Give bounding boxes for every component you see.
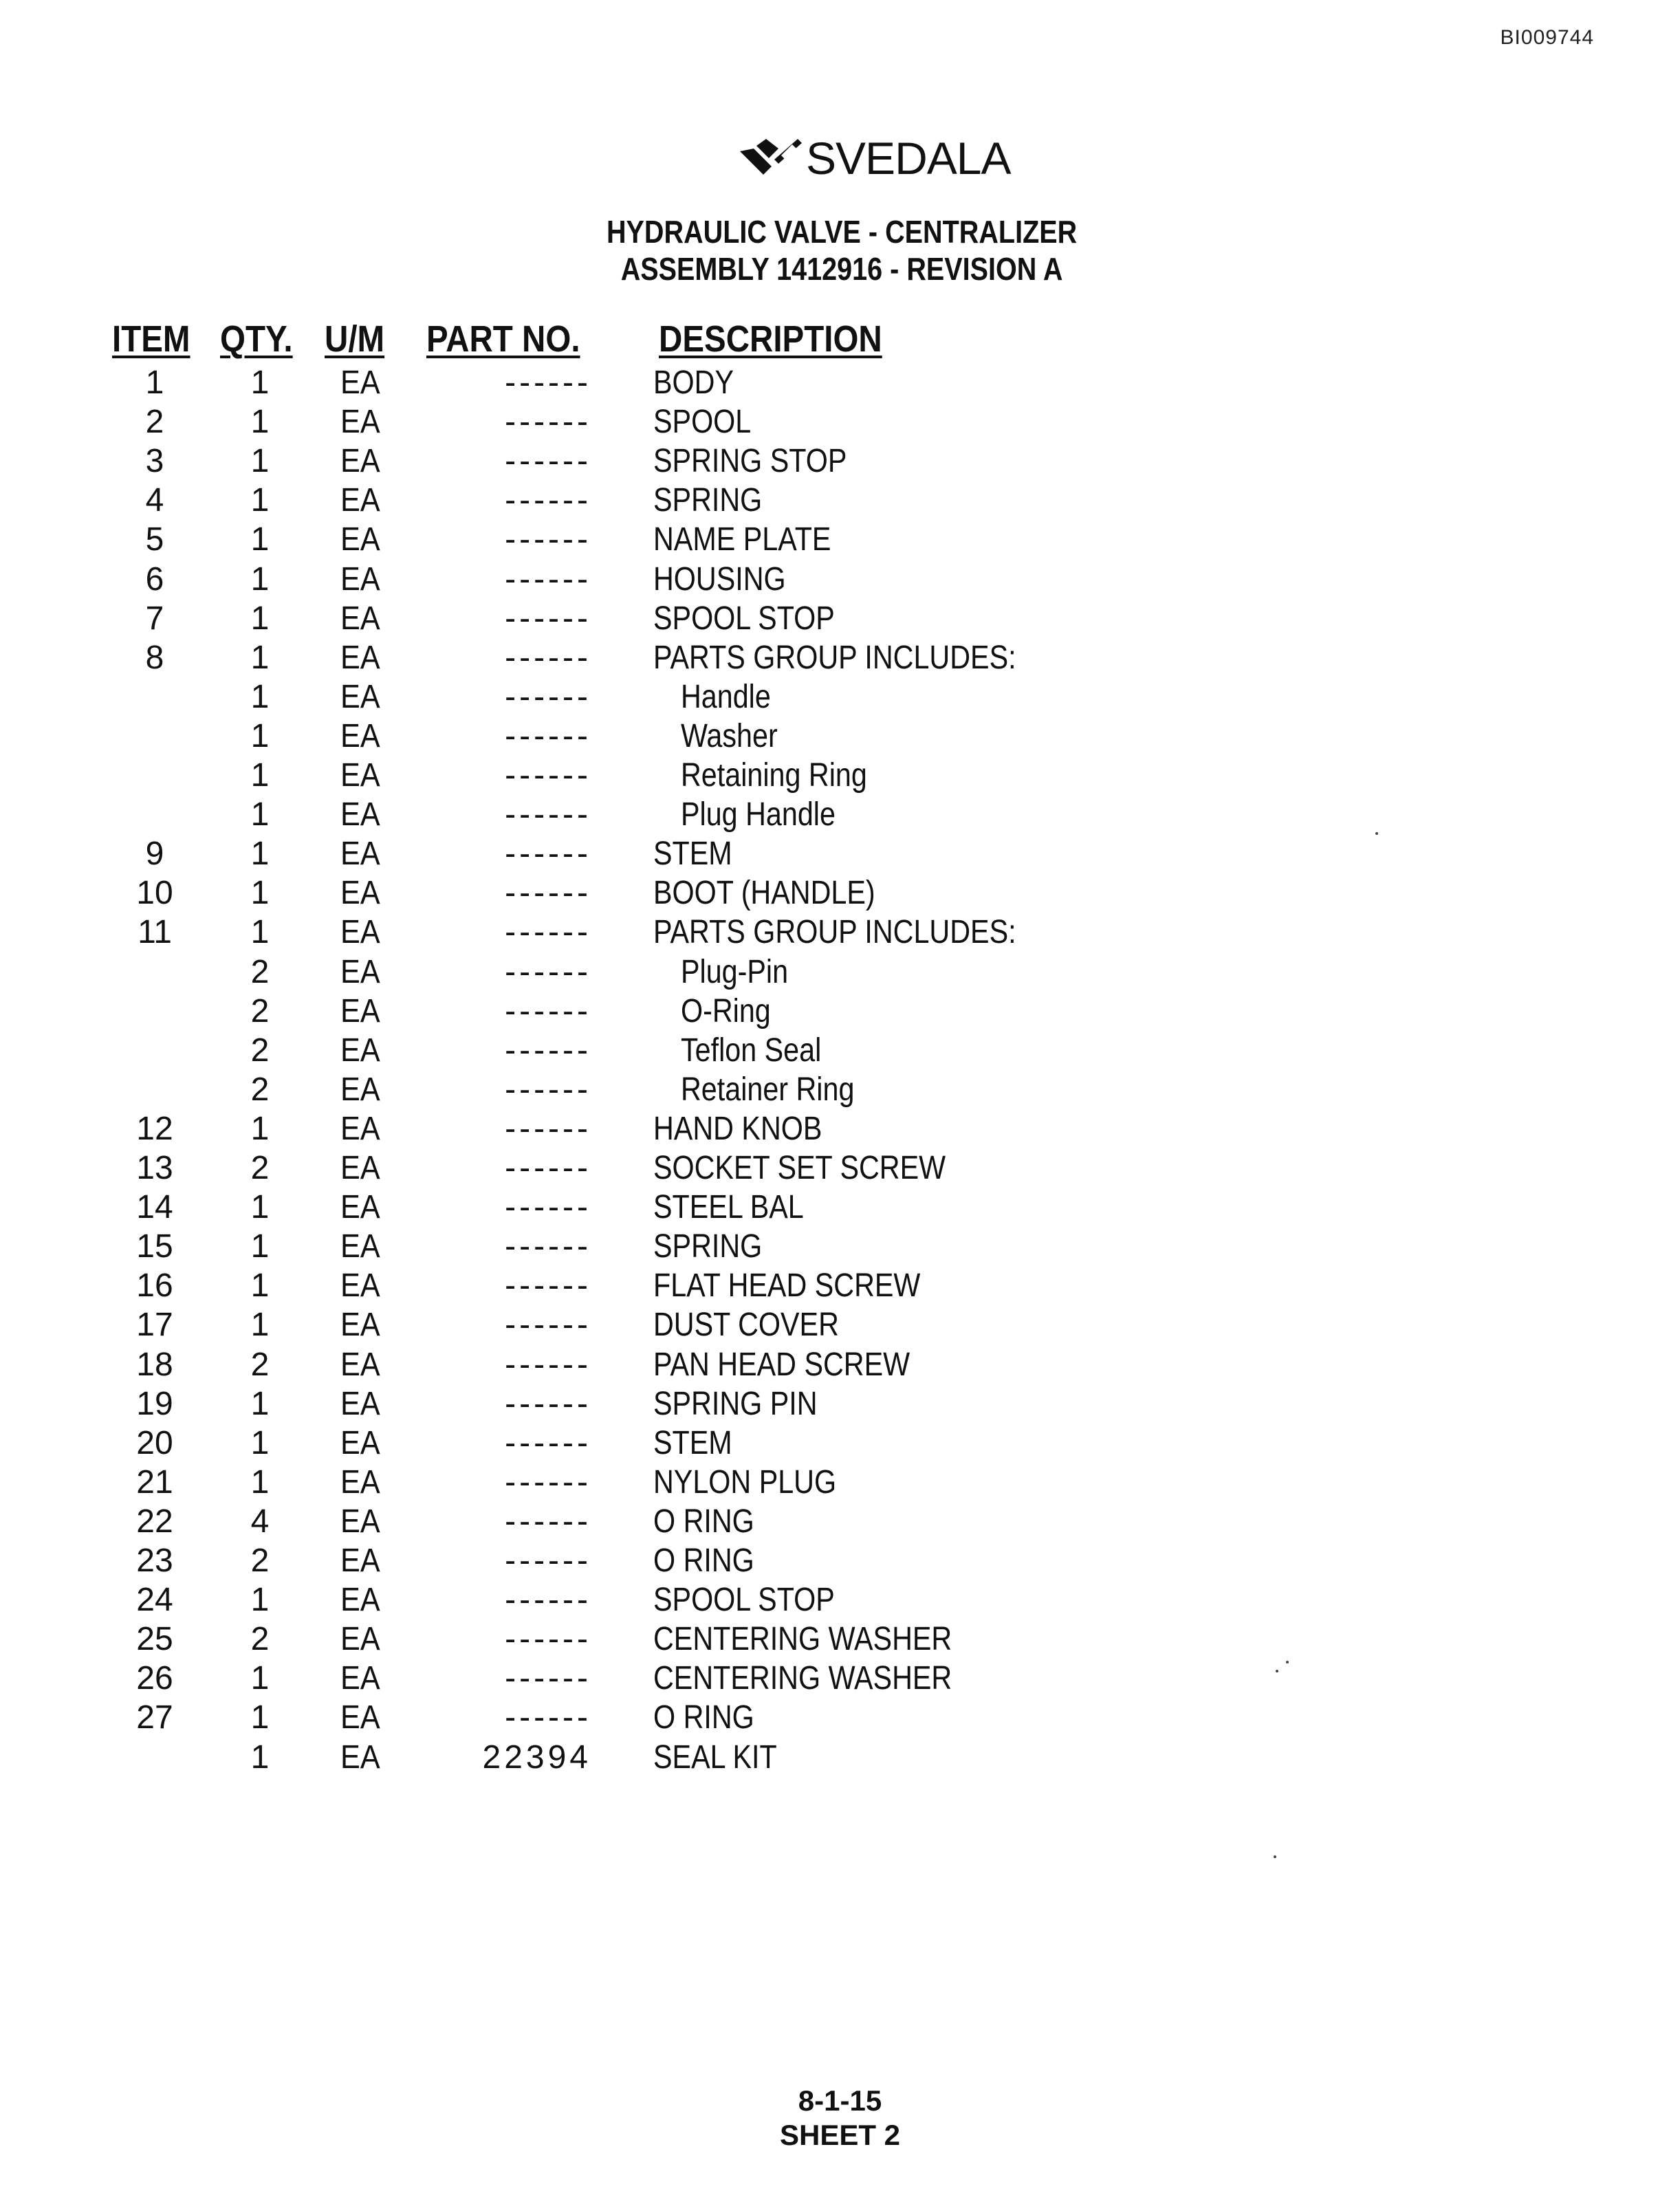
cell-um: EA <box>340 1307 380 1344</box>
cell-qty: 1 <box>250 1189 270 1226</box>
cell-part-no: ------ <box>505 364 591 401</box>
table-row <box>0 520 1680 559</box>
cell-item: 16 <box>136 1267 173 1305</box>
cell-part-no: 22394 <box>482 1738 591 1776</box>
cell-item: 11 <box>138 914 172 951</box>
table-row <box>0 913 1680 952</box>
table-row <box>0 1384 1680 1424</box>
cell-part-no: ------ <box>505 914 591 951</box>
cell-item: 25 <box>136 1621 173 1658</box>
cell-part-no: ------ <box>505 560 591 598</box>
cell-um: EA <box>340 600 380 637</box>
table-row <box>0 1659 1680 1698</box>
cell-part-no: ------ <box>505 1346 591 1383</box>
cell-part-no: ------ <box>505 992 591 1029</box>
table-row <box>0 1188 1680 1227</box>
table-row <box>0 1345 1680 1384</box>
cell-um: EA <box>340 914 380 951</box>
cell-qty: 1 <box>250 600 270 637</box>
cell-um: EA <box>340 560 380 598</box>
table-row <box>0 1266 1680 1305</box>
table-row <box>0 756 1680 795</box>
cell-description: NYLON PLUG <box>653 1463 837 1501</box>
cell-description: FLAT HEAD SCREW <box>653 1267 921 1305</box>
cell-description: CENTERING WASHER <box>653 1660 952 1697</box>
cell-description: SPOOL <box>653 404 752 441</box>
cell-qty: 1 <box>250 796 270 833</box>
document-title <box>120 213 1564 287</box>
cell-description: Plug-Pin <box>681 953 789 990</box>
cell-part-no: ------ <box>505 1150 591 1186</box>
table-row <box>0 1541 1680 1580</box>
cell-part-no: ------ <box>505 600 591 637</box>
cell-um: EA <box>340 1424 380 1461</box>
cell-qty: 1 <box>250 404 270 441</box>
cell-part-no: ------ <box>505 1699 591 1736</box>
cell-description: SPRING STOP <box>653 443 847 480</box>
cell-part-no: ------ <box>505 953 591 990</box>
cell-um: EA <box>340 1110 380 1147</box>
table-row <box>0 1070 1680 1109</box>
company-logo <box>736 131 1011 186</box>
cell-part-no: ------ <box>505 1582 591 1619</box>
sheet-number: SHEET 2 <box>779 2119 901 2151</box>
cell-um: EA <box>340 678 380 715</box>
scan-speck <box>1375 832 1378 835</box>
cell-description: O RING <box>653 1699 754 1736</box>
table-row <box>0 1502 1680 1541</box>
cell-qty: 2 <box>250 1071 270 1108</box>
cell-qty: 2 <box>250 1346 270 1383</box>
cell-qty: 1 <box>250 364 270 401</box>
cell-um: EA <box>340 1543 380 1579</box>
cell-part-no: ------ <box>505 1189 591 1226</box>
page-number: 8-1-15 <box>798 2084 882 2117</box>
table-row <box>0 952 1680 992</box>
cell-description: BOOT (HANDLE) <box>653 875 875 912</box>
cell-item: 17 <box>136 1307 173 1344</box>
cell-part-no: ------ <box>505 1385 591 1422</box>
cell-um: EA <box>340 796 380 833</box>
cell-item: 10 <box>136 875 173 912</box>
cell-qty: 1 <box>250 836 270 873</box>
cell-part-no: ------ <box>505 443 591 480</box>
table-row <box>0 873 1680 913</box>
table-row <box>0 717 1680 756</box>
cell-description: Teflon Seal <box>681 1032 822 1069</box>
cell-qty: 1 <box>250 521 270 558</box>
header-part-no: PART NO. <box>426 318 580 360</box>
cell-part-no: ------ <box>505 482 591 519</box>
cell-description: SPRING <box>653 1228 763 1265</box>
cell-description: HAND KNOB <box>653 1110 822 1147</box>
cell-qty: 1 <box>250 875 270 912</box>
document-id: BI009744 <box>1500 26 1594 49</box>
cell-part-no: ------ <box>505 404 591 441</box>
cell-description: PARTS GROUP INCLUDES: <box>653 914 1016 951</box>
logo-wordmark: SVEDALA <box>806 133 1011 184</box>
cell-description: PAN HEAD SCREW <box>653 1346 910 1383</box>
cell-qty: 1 <box>250 1582 270 1619</box>
cell-item: 9 <box>145 836 164 873</box>
cell-description: SPOOL STOP <box>653 600 835 637</box>
cell-um: EA <box>340 717 380 754</box>
cell-um: EA <box>340 364 380 401</box>
cell-part-no: ------ <box>505 1032 591 1069</box>
table-row <box>0 363 1680 402</box>
cell-qty: 1 <box>250 1738 270 1776</box>
cell-qty: 4 <box>250 1503 270 1540</box>
table-row <box>0 1463 1680 1502</box>
cell-um: EA <box>340 482 380 519</box>
cell-um: EA <box>340 1071 380 1108</box>
table-row <box>0 677 1680 717</box>
cell-item: 3 <box>145 443 164 480</box>
cell-item: 14 <box>136 1189 173 1226</box>
cell-um: EA <box>340 992 380 1029</box>
table-row <box>0 1031 1680 1070</box>
table-row <box>0 1305 1680 1344</box>
cell-item: 4 <box>145 482 164 519</box>
cell-um: EA <box>340 1503 380 1540</box>
cell-item: 26 <box>136 1660 173 1697</box>
cell-description: SOCKET SET SCREW <box>653 1150 946 1186</box>
cell-description: STEEL BAL <box>653 1189 804 1226</box>
cell-um: EA <box>340 1582 380 1619</box>
table-row <box>0 402 1680 442</box>
table-row <box>0 1148 1680 1188</box>
cell-part-no: ------ <box>505 1071 591 1108</box>
cell-um: EA <box>340 875 380 912</box>
cell-qty: 1 <box>250 914 270 951</box>
cell-description: Retainer Ring <box>681 1071 855 1108</box>
cell-qty: 1 <box>250 1660 270 1697</box>
cell-part-no: ------ <box>505 757 591 794</box>
cell-description: Retaining Ring <box>681 757 867 794</box>
cell-qty: 1 <box>250 1385 270 1422</box>
cell-item: 6 <box>145 560 164 598</box>
cell-item: 27 <box>136 1699 173 1736</box>
cell-part-no: ------ <box>505 1267 591 1305</box>
cell-description: STEM <box>653 836 732 873</box>
cell-um: EA <box>340 1189 380 1226</box>
cell-qty: 2 <box>250 992 270 1029</box>
cell-qty: 1 <box>250 678 270 715</box>
cell-part-no: ------ <box>505 717 591 754</box>
cell-item: 2 <box>145 404 164 441</box>
table-row <box>0 795 1680 834</box>
cell-item: 22 <box>136 1503 173 1540</box>
cell-um: EA <box>340 404 380 441</box>
cell-um: EA <box>340 1660 380 1697</box>
cell-qty: 2 <box>250 953 270 990</box>
cell-part-no: ------ <box>505 678 591 715</box>
cell-description: NAME PLATE <box>653 521 831 558</box>
cell-um: EA <box>340 1346 380 1383</box>
cell-qty: 1 <box>250 1307 270 1344</box>
cell-qty: 2 <box>250 1150 270 1186</box>
cell-um: EA <box>340 1738 380 1776</box>
title-line-1: HYDRAULIC VALVE - CENTRALIZER <box>606 214 1078 250</box>
cell-item: 1 <box>145 364 164 401</box>
cell-um: EA <box>340 1032 380 1069</box>
cell-description: BODY <box>653 364 734 401</box>
svedala-diamond-icon <box>736 139 802 177</box>
cell-um: EA <box>340 1150 380 1186</box>
cell-part-no: ------ <box>505 796 591 833</box>
cell-part-no: ------ <box>505 639 591 676</box>
cell-description: SEAL KIT <box>653 1738 777 1776</box>
table-row <box>0 1620 1680 1659</box>
cell-part-no: ------ <box>505 1463 591 1501</box>
cell-qty: 1 <box>250 1699 270 1736</box>
cell-um: EA <box>340 1385 380 1422</box>
cell-um: EA <box>340 1621 380 1658</box>
cell-um: EA <box>340 521 380 558</box>
cell-item: 21 <box>136 1463 173 1501</box>
cell-qty: 1 <box>250 1267 270 1305</box>
cell-description: Plug Handle <box>681 796 836 833</box>
cell-item: 18 <box>136 1346 173 1383</box>
cell-um: EA <box>340 757 380 794</box>
cell-qty: 1 <box>250 757 270 794</box>
cell-item: 15 <box>136 1228 173 1265</box>
cell-description: DUST COVER <box>653 1307 839 1344</box>
cell-description: Washer <box>681 717 778 754</box>
cell-item: 20 <box>136 1424 173 1461</box>
cell-qty: 1 <box>250 1463 270 1501</box>
cell-part-no: ------ <box>505 1110 591 1147</box>
cell-qty: 1 <box>250 639 270 676</box>
page-footer <box>0 2084 1680 2152</box>
table-row <box>0 1738 1680 1777</box>
cell-item: 5 <box>145 521 164 558</box>
table-row <box>0 442 1680 481</box>
scan-speck <box>1276 1670 1278 1672</box>
cell-um: EA <box>340 443 380 480</box>
cell-description: STEM <box>653 1424 732 1461</box>
cell-qty: 1 <box>250 443 270 480</box>
cell-item: 7 <box>145 600 164 637</box>
cell-part-no: ------ <box>505 521 591 558</box>
cell-qty: 1 <box>250 1110 270 1147</box>
header-item: ITEM <box>112 318 190 360</box>
cell-description: O RING <box>653 1543 754 1579</box>
table-row <box>0 1698 1680 1737</box>
cell-qty: 2 <box>250 1543 270 1579</box>
cell-description: HOUSING <box>653 560 786 598</box>
cell-part-no: ------ <box>505 1543 591 1579</box>
cell-um: EA <box>340 1699 380 1736</box>
cell-description: O-Ring <box>681 992 771 1029</box>
cell-part-no: ------ <box>505 1621 591 1658</box>
table-row <box>0 1109 1680 1148</box>
cell-description: PARTS GROUP INCLUDES: <box>653 639 1016 676</box>
cell-qty: 2 <box>250 1032 270 1069</box>
title-line-2: ASSEMBLY 1412916 - REVISION A <box>620 251 1063 287</box>
cell-part-no: ------ <box>505 1424 591 1461</box>
cell-um: EA <box>340 953 380 990</box>
table-row <box>0 560 1680 599</box>
cell-item: 24 <box>136 1582 173 1619</box>
cell-part-no: ------ <box>505 875 591 912</box>
cell-description: SPOOL STOP <box>653 1582 835 1619</box>
cell-part-no: ------ <box>505 1307 591 1344</box>
cell-part-no: ------ <box>505 1228 591 1265</box>
cell-um: EA <box>340 1463 380 1501</box>
cell-description: SPRING PIN <box>653 1385 818 1422</box>
cell-part-no: ------ <box>505 1503 591 1540</box>
table-row <box>0 599 1680 638</box>
table-row <box>0 481 1680 520</box>
header-qty: QTY. <box>220 318 293 360</box>
cell-qty: 1 <box>250 482 270 519</box>
cell-part-no: ------ <box>505 836 591 873</box>
cell-item: 12 <box>136 1110 173 1147</box>
cell-description: O RING <box>653 1503 754 1540</box>
cell-um: EA <box>340 836 380 873</box>
cell-qty: 1 <box>250 717 270 754</box>
cell-part-no: ------ <box>505 1660 591 1697</box>
cell-description: SPRING <box>653 482 763 519</box>
table-row <box>0 1227 1680 1266</box>
cell-qty: 1 <box>250 1424 270 1461</box>
header-um: U/M <box>325 318 385 360</box>
table-row <box>0 1580 1680 1620</box>
table-row <box>0 834 1680 873</box>
cell-item: 23 <box>136 1543 173 1579</box>
table-row <box>0 992 1680 1031</box>
cell-um: EA <box>340 639 380 676</box>
cell-description: Handle <box>681 678 771 715</box>
table-row <box>0 638 1680 677</box>
cell-item: 19 <box>136 1385 173 1422</box>
scan-speck <box>1274 1855 1276 1858</box>
cell-qty: 1 <box>250 560 270 598</box>
scan-speck <box>1286 1661 1289 1664</box>
cell-description: CENTERING WASHER <box>653 1621 952 1658</box>
header-description: DESCRIPTION <box>659 318 882 360</box>
cell-qty: 2 <box>250 1621 270 1658</box>
table-row <box>0 1424 1680 1463</box>
cell-qty: 1 <box>250 1228 270 1265</box>
cell-item: 13 <box>136 1150 173 1186</box>
cell-um: EA <box>340 1267 380 1305</box>
cell-um: EA <box>340 1228 380 1265</box>
cell-item: 8 <box>145 639 164 676</box>
